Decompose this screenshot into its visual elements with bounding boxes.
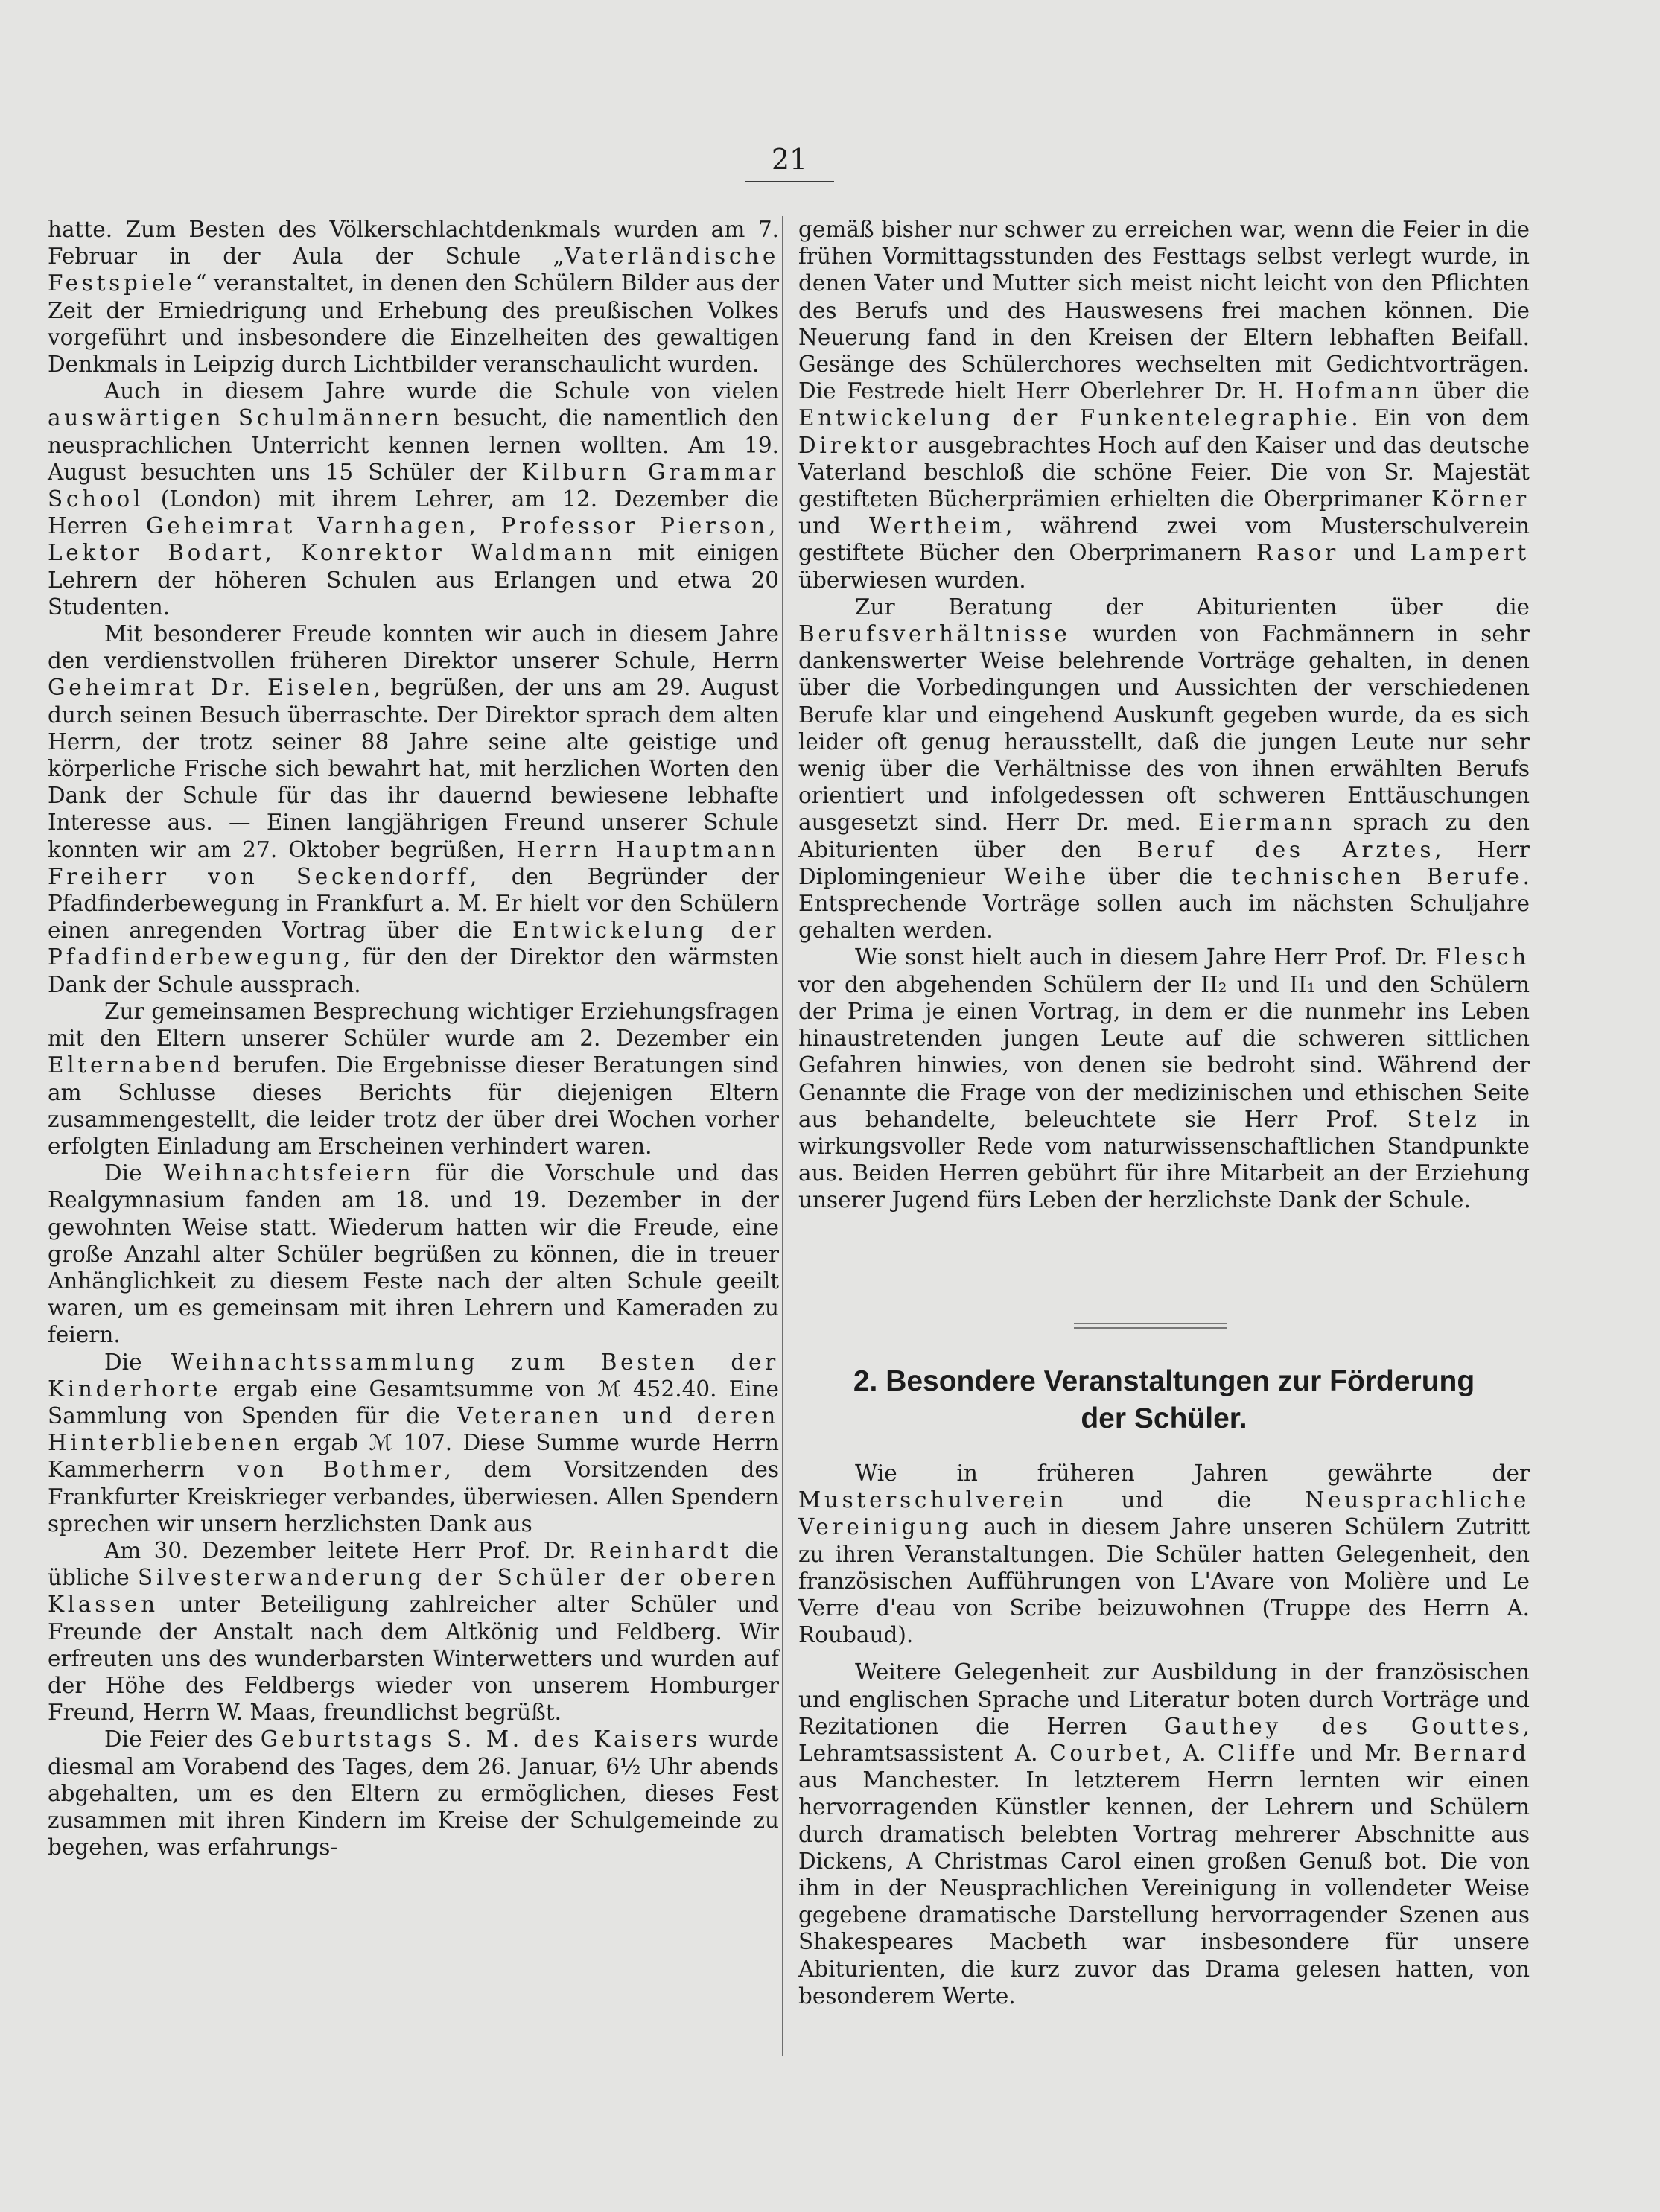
- spaced-emphasis-text: Beruf des Arztes: [1136, 836, 1435, 862]
- body-text: mit einigen Lehrern der höheren Schulen aus Erlangen und etwa 20 Studenten.: [48, 540, 779, 620]
- spaced-emphasis-text: Silvesterwanderung der Schüler der oberen Klassen: [48, 1565, 779, 1618]
- body-text: besucht, die namentlich den neusprachlichen Unterricht kennen lernen wollten. Am 19. August besuchten uns 15 Schüler der: [48, 405, 779, 485]
- spaced-emphasis-text: Elternabend: [48, 1052, 225, 1078]
- paragraph: [48, 1349, 779, 1537]
- body-text: Auch in diesem Jahre wurde die Schule von vielen: [104, 378, 779, 404]
- body-text: auch in diesem Jahre unseren Schülern Zutritt zu ihren Veranstaltungen. Die Schüler hatten Gelegenheit, den französischen Aufführungen von L'Avare von Molière und Le Verre d'eau von Scribe beizuwohnen (Truppe des Herrn A. Roubaud).: [798, 1514, 1530, 1648]
- body-text: . Entsprechende Vorträge sollen auch im nächsten Schuljahre gehalten werden.: [798, 863, 1530, 944]
- body-text: aus Manchester. In letzterem Herrn lernten wir einen hervorragenden Künstler kennen, der Lehrern und Schülern durch dramatisch belebten Vortrag mehrerer Abschnitte aus Dickens, A Christmas Carol einen großen Genuß bot. Die von ihm in der Neusprachlichen Vereinigung in vollendeter Weise gegebene dramatische Darstellung hervorragender Szenen aus Shakespeares Macbeth war insbesondere für unsere Abiturienten, die kurz zuvor das Drama gelesen hatten, von besonderem Werte.: [798, 1767, 1530, 2009]
- paragraph: [48, 998, 779, 1160]
- body-text: Zur Beratung der Abiturienten über die: [855, 594, 1530, 620]
- body-text: und die: [1067, 1487, 1306, 1513]
- spaced-emphasis-text: Geheimrat Dr. Eiselen: [48, 675, 374, 701]
- body-text: Die: [104, 1160, 164, 1186]
- spaced-emphasis-text: Cliffe: [1218, 1741, 1300, 1767]
- body-text: Zur gemeinsamen Besprechung wichtiger Erziehungsfragen mit den Eltern unserer Schüler wurde am 2. Dezember ein: [48, 998, 779, 1052]
- spaced-emphasis-text: Courbet: [1049, 1741, 1165, 1767]
- spaced-emphasis-text: Weihnachtsfeiern: [163, 1160, 415, 1186]
- body-text: , während zwei vom Musterschulverein gestiftete Bücher den Oberprimanern: [798, 513, 1530, 566]
- paragraph: [48, 620, 779, 998]
- body-text: , begrüßen, der uns am 29. August durch seinen Besuch überraschte. Der Direktor sprach dem alten Herrn, der trotz seiner 88 Jahre seine alte geistige und körperliche Frische sich bewahrt hat, mit herzlichen Worten den Dank der Schule für das ihr dauernd bewiesene lebhafte Interesse aus. — Einen langjährigen Freund unserer Schule konnten wir am 27. Oktober begrüßen,: [48, 675, 780, 862]
- paragraph: [798, 944, 1530, 1213]
- body-text: Weitere Gelegenheit zur Ausbildung in der französischen und englischen Sprache und Literatur boten durch Vorträge und Rezitationen die Herren: [798, 1659, 1530, 1739]
- body-text: ausgebrachtes Hoch auf den Kaiser und das deutsche Vaterland beschloß die schöne Feier. Die von Sr. Majestät gestifteten Bücherprämien erhielten die Oberprimaner: [798, 432, 1530, 512]
- page-number-rule: [745, 181, 834, 182]
- body-text: die übliche: [48, 1537, 780, 1591]
- spaced-emphasis-text: Weihe: [1004, 863, 1090, 889]
- paragraph: [798, 1460, 1530, 1648]
- body-text: . Ein von dem: [1351, 405, 1530, 431]
- column-divider: [782, 216, 783, 2056]
- body-text: Mit besonderer Freude konnten wir auch in diesem Jahre den verdienstvollen früheren Direktor unserer Schule, Herrn: [48, 621, 779, 674]
- spaced-emphasis-text: Neusprachliche Vereinigung: [798, 1487, 1530, 1540]
- spaced-emphasis-text: auswärtigen Schulmännern: [48, 405, 443, 431]
- section-heading-line-2: der Schüler.: [1081, 1402, 1247, 1434]
- body-text: gemäß bisher nur schwer zu erreichen war, wenn die Feier in die frühen Vormittagsstunden des Festtags selbst verlegt wurde, in denen Vater und Mutter sich meist nicht leicht von den Pflichten des Berufs und des Hauswesens frei machen können. Die Neuerung fand in den Kreisen der Eltern lebhaften Beifall. Gesänge des Schülerchores wechselten mit Gedichtvorträgen. Die Festrede hielt Herr Oberlehrer Dr. H.: [798, 217, 1530, 404]
- body-text: “ veranstaltet, in denen den Schülern Bilder aus der Zeit der Erniedrigung und Erhebung des preußischen Volkes vorgeführt und insbesondere die Einzelheiten des gewaltigen Denkmals in Leipzig durch Lichtbilder veranschaulicht wurden.: [48, 270, 779, 378]
- spaced-emphasis-text: technischen Berufe: [1231, 863, 1523, 889]
- spaced-emphasis-text: Entwickelung der Funkentelegraphie: [798, 405, 1352, 431]
- body-text: Wie in früheren Jahren gewährte der: [855, 1461, 1530, 1486]
- body-text: ergab eine Gesamtsumme von ℳ 452.40. Eine Sammlung von Spenden für die: [48, 1376, 779, 1428]
- body-text: sprach zu den Abiturienten über den: [798, 810, 1530, 862]
- section-heading-line-1: 2. Besondere Veranstaltungen zur Förderung: [853, 1365, 1475, 1397]
- right-column: [798, 216, 1530, 1214]
- page-number: 21: [771, 143, 808, 176]
- section-separator-rule: [1074, 1323, 1227, 1324]
- spaced-emphasis-text: Körner: [1431, 486, 1530, 512]
- spaced-emphasis-text: Rasor: [1256, 540, 1339, 566]
- spaced-emphasis-text: Bernard: [1413, 1741, 1530, 1767]
- paragraph: [48, 1726, 779, 1860]
- body-text: vor den abgehenden Schülern der II₂ und II₁ und den Schülern der Prima je einen Vortrag, in dem er die nunmehr ins Leben hinaustretenden jungen Leute auf die schweren sittlichen Gefahren hinwies, von denen sie bedroht sind. Während der Genannte die Frage von der medizinischen und ethischen Seite aus behandelte, beleuchtete sie Herr Prof.: [798, 971, 1530, 1132]
- spaced-emphasis-text: Hofmann: [1294, 378, 1422, 404]
- spaced-emphasis-text: Veteranen und deren Hinterbliebenen: [48, 1402, 779, 1456]
- body-text: wurden von Fachmännern in sehr dankenswerter Weise belehrende Vorträge gehalten, in denen über die Vorbedingungen und Aussichten der verschiedenen Berufe klar und eingehend Auskunft gegeben wurde, da es sich leider oft genug herausstellt, daß die jungen Leute nur sehr wenig über die Verhältnisse des von ihnen erwählten Berufs orientiert und infolgedessen oft schweren Enttäuschungen ausgesetzt sind. Herr Dr. med.: [798, 621, 1530, 836]
- paragraph: [48, 1160, 779, 1348]
- paragraph: [48, 216, 779, 378]
- spaced-emphasis-text: Weihnachtssammlung zum Besten der Kinderhorte: [48, 1349, 779, 1402]
- body-text: überwiesen wurden.: [798, 567, 1026, 593]
- body-text: über die: [1422, 378, 1530, 404]
- section-heading: [798, 1363, 1530, 1437]
- body-text: wurde diesmal am Vorabend des Tages, dem 26. Januar, 6½ Uhr abends abgehalten, um es den Eltern zu ermöglichen, dieses Fest zusammen mit ihren Kindern im Kreise der Schulgemeinde zu begehen, was erfahrungs-: [48, 1726, 780, 1860]
- body-text: Die: [104, 1349, 171, 1375]
- body-text: Wie sonst hielt auch in diesem Jahre Herr Prof. Dr.: [855, 944, 1436, 970]
- spaced-emphasis-text: Kilburn Grammar School: [48, 459, 779, 512]
- body-text: , A.: [1164, 1741, 1218, 1767]
- body-text: , dem Vorsitzenden des Frankfurter Kreiskrieger verbandes, überwiesen. Allen Spendern sprechen wir unsern herzlichsten Dank aus: [48, 1457, 779, 1536]
- spaced-emphasis-text: von Bothmer: [237, 1457, 445, 1483]
- body-text: , für den der Direktor den wärmsten Dank der Schule aussprach.: [48, 944, 779, 997]
- spaced-emphasis-text: Direktor: [798, 432, 920, 458]
- body-text: , Lehramtsassistent A.: [798, 1713, 1530, 1767]
- left-column: [48, 216, 779, 1860]
- body-text: und: [1338, 540, 1411, 566]
- body-text: Am 30. Dezember leitete Herr Prof. Dr.: [104, 1537, 589, 1563]
- body-text: für die Vorschule und das Realgymnasium fanden am 18. und 19. Dezember in der gewohnten Weise statt. Wiederum hatten wir die Freude, eine große Anzahl alter Schüler begrüßen zu können, die in treuer Anhänglichkeit zu diesem Feste nach der alten Schule geeilt waren, um es gemeinsam mit ihren Lehrern und Kameraden zu feiern.: [48, 1160, 780, 1348]
- section-separator-rule: [1074, 1327, 1227, 1329]
- spaced-emphasis-text: Berufsverhältnisse: [798, 621, 1071, 647]
- spaced-emphasis-text: Herrn Hauptmann Freiherr von Seckendorff: [48, 836, 779, 889]
- spaced-emphasis-text: Lampert: [1410, 540, 1530, 566]
- body-text: berufen. Die Ergebnisse dieser Beratungen sind am Schlusse dieses Berichts für diejenigen Eltern zusammengestellt, die leider trotz der über drei Wochen vorher erfolgten Einladung am Erscheinen verhindert waren.: [48, 1052, 779, 1159]
- body-text: , Herr Diplomingenieur: [798, 836, 1530, 889]
- spaced-emphasis-text: Musterschulverein: [798, 1487, 1068, 1513]
- spaced-emphasis-text: Flesch: [1435, 944, 1530, 970]
- body-text: hatte. Zum Besten des Völkerschlachtdenkmals wurden am 7. Februar in der Aula der Schule „: [48, 217, 779, 270]
- body-text: und Mr.: [1299, 1741, 1414, 1767]
- spaced-emphasis-text: Wertheim: [868, 513, 1005, 539]
- paragraph: [798, 216, 1530, 594]
- spaced-emphasis-text: Entwickelung der Pfadfinderbewegung: [48, 918, 780, 970]
- spaced-emphasis-text: Vaterländische Festspiele: [48, 244, 779, 296]
- spaced-emphasis-text: Eiermann: [1198, 810, 1336, 836]
- spaced-emphasis-text: Reinhardt: [588, 1537, 732, 1563]
- paragraph: [798, 594, 1530, 944]
- spaced-emphasis-text: Geburtstags S. M. des Kaisers: [260, 1726, 702, 1752]
- body-text: unter Beteiligung zahlreicher alter Schüler und Freunde der Anstalt nach dem Altkönig und Feldberg. Wir erfreuten uns des wunderbarsten Winterwetters und wurden auf der Höhe des Feldbergs wieder von unserem Homburger Freund, Herrn W. Maas, freundlichst begrüßt.: [48, 1592, 779, 1726]
- paragraph: [48, 378, 779, 620]
- body-text: in wirkungsvoller Rede vom naturwissenschaftlichen Standpunkte aus. Beiden Herren gebührt für ihre Mitarbeit an der Erziehung unserer Jugend fürs Leben der herzlichste Dank der Schule.: [798, 1106, 1530, 1213]
- spaced-emphasis-text: Gauthey des Gouttes: [1163, 1713, 1523, 1739]
- body-text: Die Feier des: [104, 1726, 261, 1752]
- body-text: über die: [1089, 863, 1232, 889]
- paragraph: [798, 1659, 1530, 2009]
- spaced-emphasis-text: Geheimrat Varnhagen, Professor Pierson, Lektor Bodart, Konrektor Waldmann: [48, 513, 779, 566]
- body-text: ergab ℳ 107. Diese Summe wurde Herrn Kammerherrn: [48, 1430, 779, 1483]
- body-text: , den Begründer der Pfadfinderbewegung in Frankfurt a. M. Er hielt vor den Schülern einen anregenden Vortrag über die: [48, 863, 779, 944]
- body-text: (London) mit ihrem Lehrer, am 12. Dezember die Herren: [48, 486, 779, 539]
- section-body: [798, 1460, 1530, 2020]
- spaced-emphasis-text: Stelz: [1407, 1106, 1481, 1132]
- body-text: und: [798, 513, 869, 539]
- paragraph: [48, 1537, 779, 1726]
